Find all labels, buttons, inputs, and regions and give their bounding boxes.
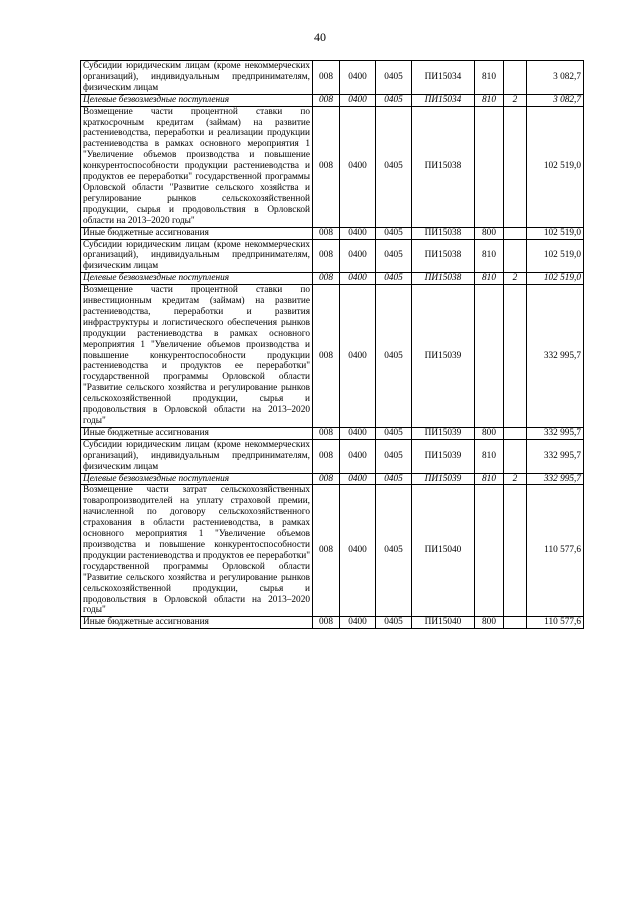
row-grbs-code: 008 (313, 439, 340, 473)
row-grbs-code: 008 (313, 61, 340, 95)
table-row-target-receipts (81, 94, 584, 106)
row-amount: 110 577,6 (527, 485, 584, 617)
row-expense-type-code: 810 (475, 439, 504, 473)
table-row-target-receipts (81, 273, 584, 285)
row-expense-type-code: 800 (475, 227, 504, 239)
row-source-code (504, 427, 527, 439)
row-target-article-code: ПИ15038 (412, 106, 475, 227)
table-row (81, 617, 584, 629)
row-description: Возмещение части затрат сельскохозяйственных товаропроизводителей на уплату страховой премии, начисленной по договору сельскохозяйственного страхования в области растениеводства, в рамках основного мероприятия 1 "Увеличение объемов производства и повышение конкурентоспособности продукции растениеводства и продуктов ее переработки" государственной программы Орловской области "Развитие сельского хозяйства и регулирование рынков сельскохозяйственной продукции, сырья и продовольствия в Орловской области на 2013–2020 годы" (81, 485, 313, 617)
row-target-article-code: ПИ15039 (412, 427, 475, 439)
row-subsection-code: 0405 (376, 439, 412, 473)
row-subsection-code: 0405 (376, 285, 412, 428)
row-source-code (504, 485, 527, 617)
row-source-code (504, 227, 527, 239)
table-row (81, 285, 584, 428)
row-source-code (504, 106, 527, 227)
row-source-code (504, 61, 527, 95)
row-expense-type-code: 810 (475, 273, 504, 285)
row-source-code (504, 439, 527, 473)
row-section-code: 0400 (340, 617, 376, 629)
row-expense-type-code: 810 (475, 239, 504, 273)
row-grbs-code: 008 (313, 617, 340, 629)
row-target-article-code: ПИ15038 (412, 239, 475, 273)
row-source-code (504, 239, 527, 273)
row-target-article-code: ПИ15039 (412, 473, 475, 485)
row-amount: 102 519,0 (527, 227, 584, 239)
table-row (81, 227, 584, 239)
row-subsection-code: 0405 (376, 94, 412, 106)
row-target-article-code: ПИ15039 (412, 285, 475, 428)
row-section-code: 0400 (340, 439, 376, 473)
row-target-article-code: ПИ15034 (412, 61, 475, 95)
table-row (81, 239, 584, 273)
row-target-article-code: ПИ15040 (412, 617, 475, 629)
row-section-code: 0400 (340, 427, 376, 439)
row-subsection-code: 0405 (376, 273, 412, 285)
row-expense-type-code: 800 (475, 617, 504, 629)
row-amount: 3 082,7 (527, 61, 584, 95)
row-section-code: 0400 (340, 473, 376, 485)
row-amount: 332 995,7 (527, 427, 584, 439)
row-description: Субсидии юридическим лицам (кроме некоммерческих организаций), индивидуальным предпринимателям, физическим лицам (81, 239, 313, 273)
row-subsection-code: 0405 (376, 485, 412, 617)
row-grbs-code: 008 (313, 485, 340, 617)
row-subsection-code: 0405 (376, 473, 412, 485)
row-expense-type-code: 800 (475, 427, 504, 439)
row-subsection-code: 0405 (376, 106, 412, 227)
row-description: Субсидии юридическим лицам (кроме некоммерческих организаций), индивидуальным предпринимателям, физическим лицам (81, 61, 313, 95)
table-row (81, 106, 584, 227)
row-amount: 110 577,6 (527, 617, 584, 629)
row-section-code: 0400 (340, 227, 376, 239)
row-section-code: 0400 (340, 285, 376, 428)
row-subsection-code: 0405 (376, 239, 412, 273)
row-expense-type-code (475, 106, 504, 227)
row-source-code: 2 (504, 473, 527, 485)
row-section-code: 0400 (340, 106, 376, 227)
row-expense-type-code (475, 485, 504, 617)
row-target-article-code: ПИ15034 (412, 94, 475, 106)
table-row (81, 427, 584, 439)
row-description: Иные бюджетные ассигнования (81, 427, 313, 439)
row-subsection-code: 0405 (376, 61, 412, 95)
row-expense-type-code: 810 (475, 61, 504, 95)
row-expense-type-code (475, 285, 504, 428)
row-section-code: 0400 (340, 61, 376, 95)
row-expense-type-code: 810 (475, 94, 504, 106)
row-description: Иные бюджетные ассигнования (81, 227, 313, 239)
row-subsection-code: 0405 (376, 617, 412, 629)
row-target-article-code: ПИ15039 (412, 439, 475, 473)
row-description: Целевые безвозмездные поступления (81, 473, 313, 485)
row-description: Целевые безвозмездные поступления (81, 273, 313, 285)
row-source-code (504, 617, 527, 629)
row-grbs-code: 008 (313, 94, 340, 106)
row-description: Целевые безвозмездные поступления (81, 94, 313, 106)
row-target-article-code: ПИ15038 (412, 273, 475, 285)
row-section-code: 0400 (340, 273, 376, 285)
row-description: Субсидии юридическим лицам (кроме некоммерческих организаций), индивидуальным предпринимателям, физическим лицам (81, 439, 313, 473)
row-amount: 102 519,0 (527, 106, 584, 227)
row-grbs-code: 008 (313, 427, 340, 439)
row-amount: 3 082,7 (527, 94, 584, 106)
row-amount: 332 995,7 (527, 439, 584, 473)
row-section-code: 0400 (340, 94, 376, 106)
row-grbs-code: 008 (313, 285, 340, 428)
row-target-article-code: ПИ15038 (412, 227, 475, 239)
row-amount: 102 519,0 (527, 239, 584, 273)
row-description: Возмещение части процентной ставки по краткосрочным кредитам (займам) на развитие растениеводства, переработки и реализации продукции растениеводства в рамках основного мероприятия 1 "Увеличение объемов производства и повышение конкурентоспособности продукции растениеводства и продуктов ее переработки" государственной программы Орловской области "Развитие сельского хозяйства и регулирование рынков сельскохозяйственной продукции, сырья и продовольствия в Орловской области на 2013–2020 годы" (81, 106, 313, 227)
table-row-target-receipts (81, 473, 584, 485)
row-subsection-code: 0405 (376, 427, 412, 439)
row-source-code (504, 285, 527, 428)
row-subsection-code: 0405 (376, 227, 412, 239)
table-row (81, 485, 584, 617)
row-amount: 332 995,7 (527, 285, 584, 428)
row-grbs-code: 008 (313, 106, 340, 227)
row-grbs-code: 008 (313, 473, 340, 485)
row-grbs-code: 008 (313, 273, 340, 285)
page-number: 40 (314, 30, 326, 44)
row-amount: 332 995,7 (527, 473, 584, 485)
table-row (81, 439, 584, 473)
row-expense-type-code: 810 (475, 473, 504, 485)
row-source-code: 2 (504, 273, 527, 285)
row-description: Иные бюджетные ассигнования (81, 617, 313, 629)
table-body (81, 61, 584, 629)
table-row (81, 61, 584, 95)
row-target-article-code: ПИ15040 (412, 485, 475, 617)
row-section-code: 0400 (340, 239, 376, 273)
row-description: Возмещение части процентной ставки по инвестиционным кредитам (займам) на развитие растениеводства, переработки и развития инфраструктуры и логистического обеспечения рынков продукции растениеводства в рамках основного мероприятия 1 "Увеличение объемов производства и повышение конкурентоспособности продукции растениеводства и продуктов ее переработки" государственной программы Орловской области "Развитие сельского хозяйства и регулирование рынков сельскохозяйственной продукции, сырья и продовольствия в Орловской области на 2013–2020 годы" (81, 285, 313, 428)
row-grbs-code: 008 (313, 227, 340, 239)
row-source-code: 2 (504, 94, 527, 106)
row-grbs-code: 008 (313, 239, 340, 273)
budget-table (80, 60, 584, 629)
row-section-code: 0400 (340, 485, 376, 617)
row-amount: 102 519,0 (527, 273, 584, 285)
